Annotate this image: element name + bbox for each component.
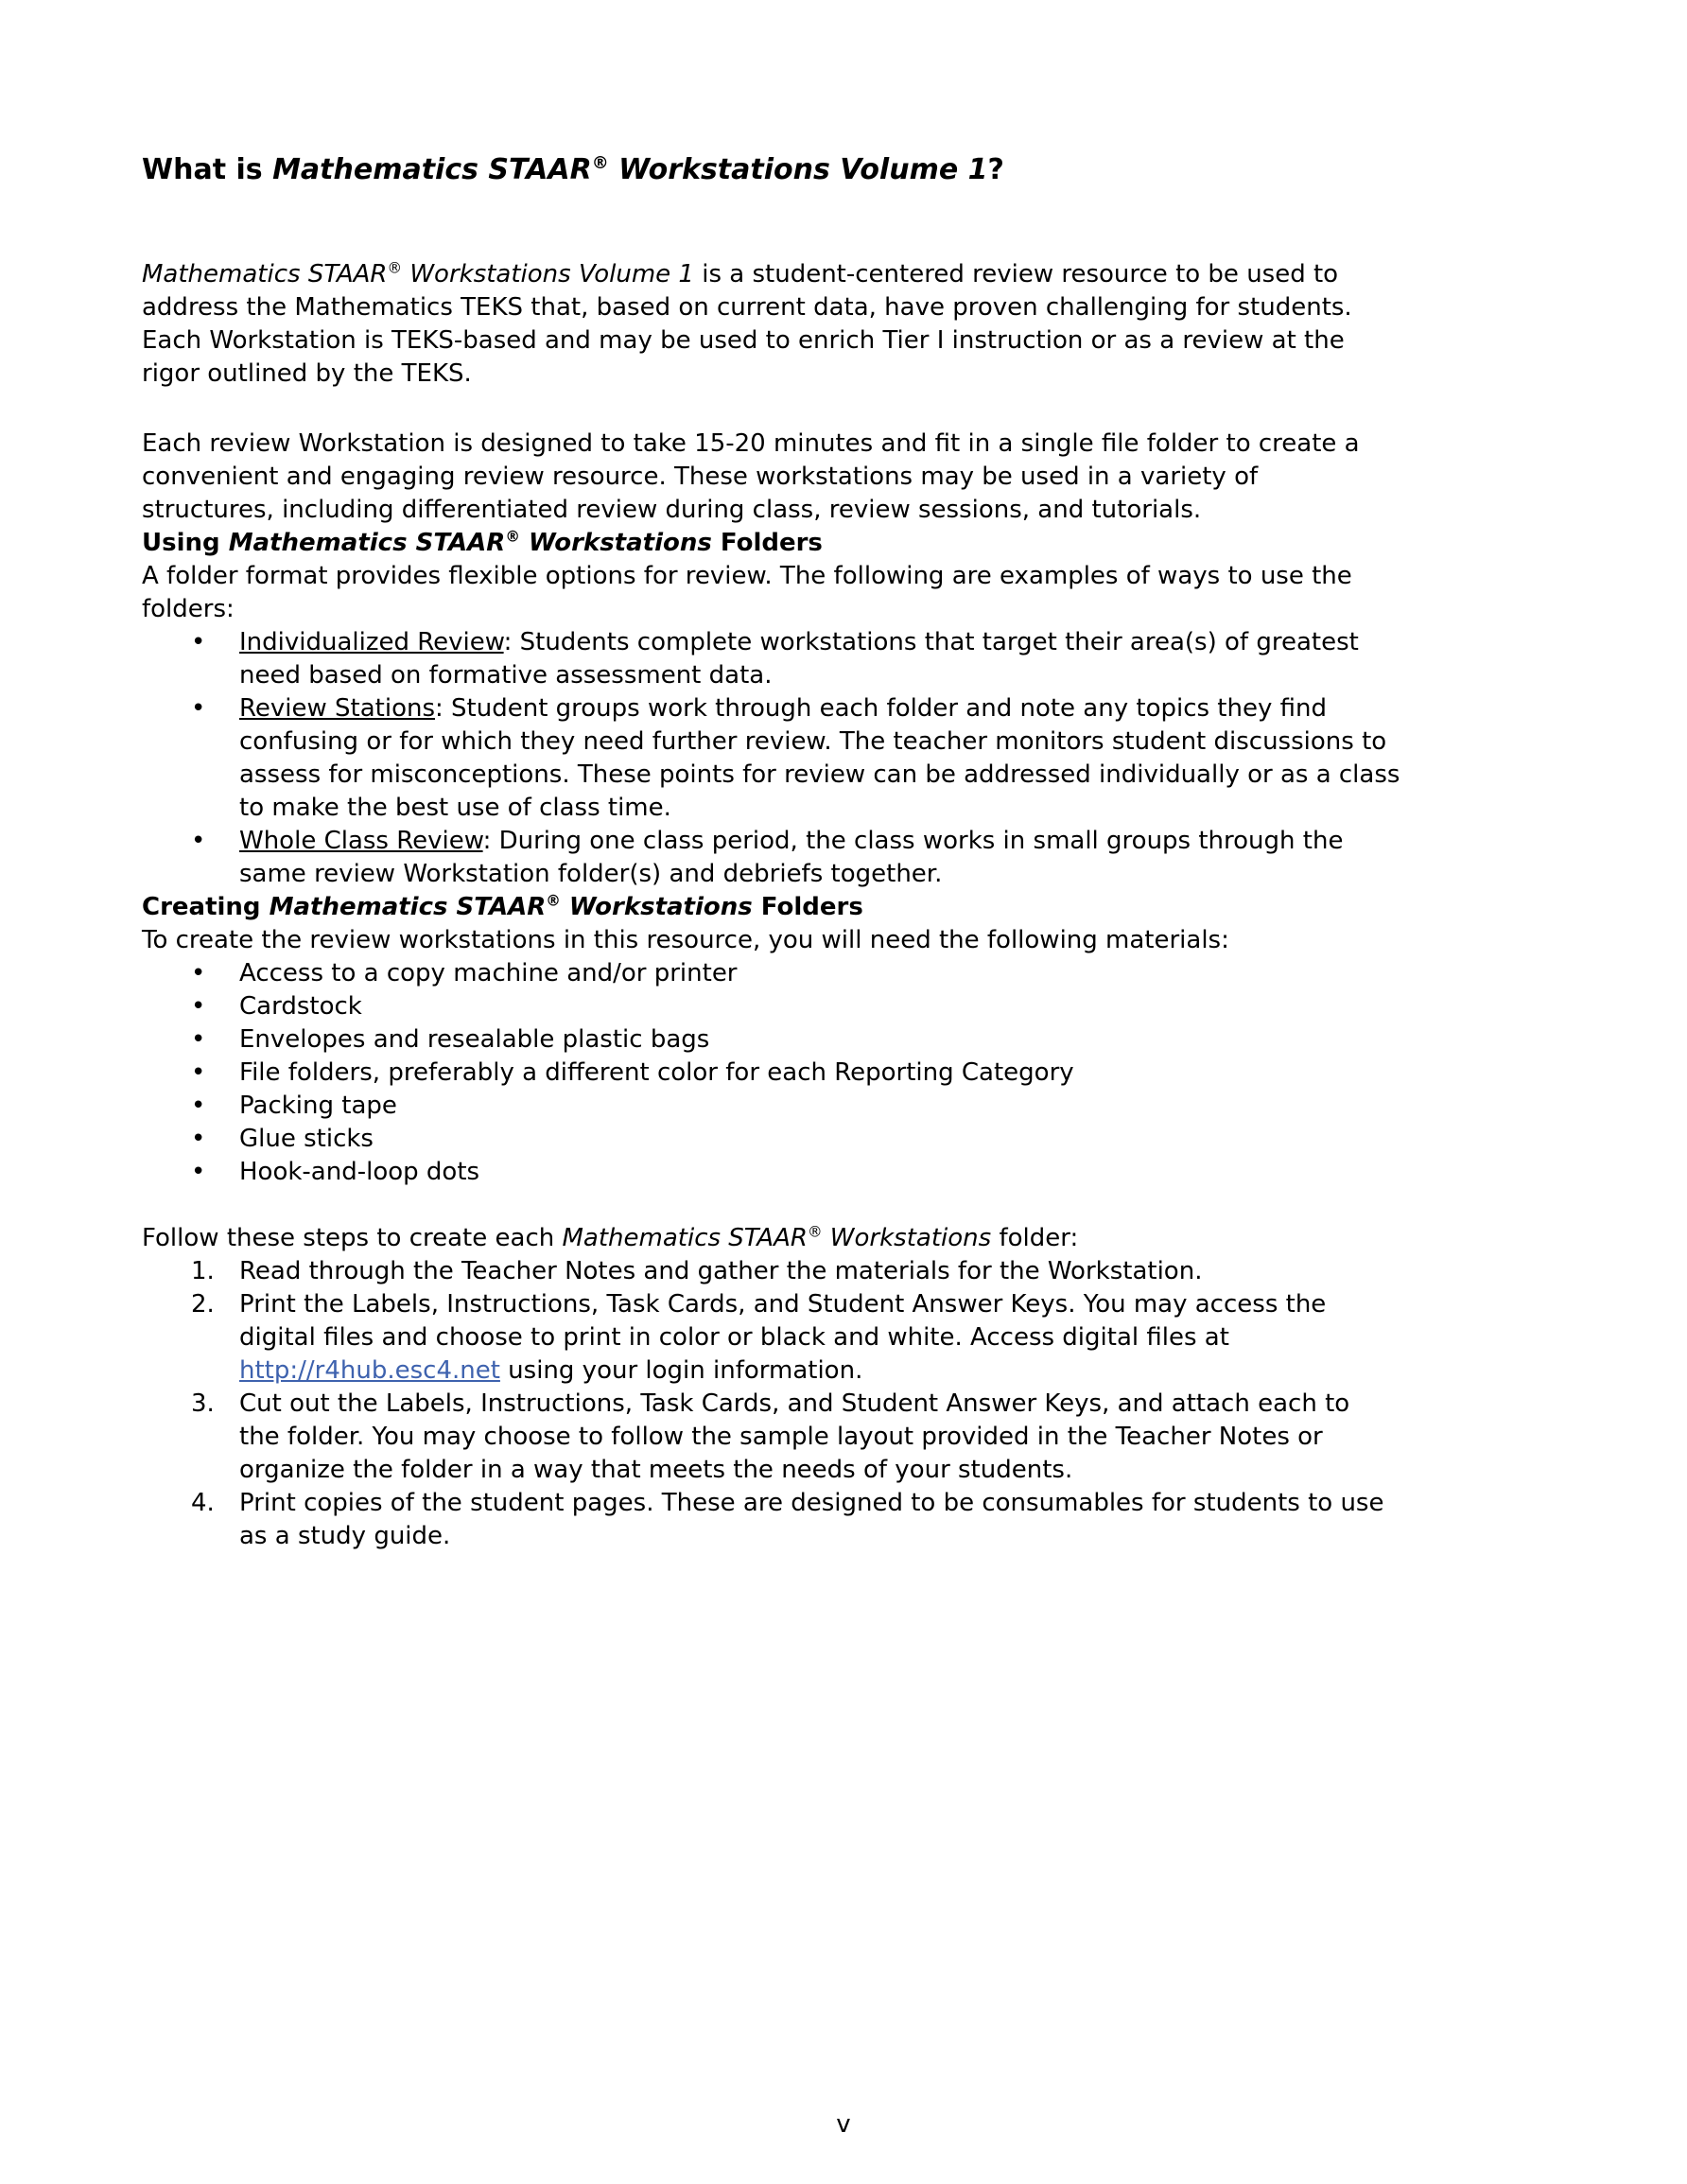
intro-paragraph-1 — [142, 258, 1608, 391]
text-run: What is — [142, 153, 273, 186]
list-item-text — [239, 1090, 1608, 1123]
text-line — [142, 924, 1608, 957]
text-run: ® — [591, 153, 609, 173]
text-run: Whole Class Review — [239, 827, 483, 855]
text-line — [239, 1388, 1608, 1421]
text-line — [142, 1222, 1608, 1255]
text-line — [239, 825, 1608, 858]
list-item-text — [239, 1388, 1608, 1487]
bullet-icon: • — [191, 1058, 206, 1087]
text-line — [239, 1057, 1608, 1090]
text-run: Workstations Volume 1 — [608, 153, 988, 186]
text-run: Envelopes and resealable plastic bags — [239, 1025, 710, 1054]
text-run: A folder format provides flexible options for review. The following are examples of ways to use the — [142, 562, 1352, 590]
text-run: Follow these steps to create each — [142, 1224, 563, 1252]
text-run: ® — [387, 259, 403, 277]
text-line — [142, 428, 1608, 461]
list-number: 3. — [191, 1389, 215, 1418]
bullet-icon: • — [191, 694, 206, 723]
text-line — [239, 1454, 1608, 1487]
text-run: using your login information. — [499, 1356, 863, 1385]
list-number: 4. — [191, 1489, 215, 1517]
text-line — [142, 358, 1608, 391]
list-item-text — [239, 1288, 1608, 1388]
text-run: need based on formative assessment data. — [239, 661, 773, 690]
text-run: Workstations — [519, 529, 712, 557]
text-run: ? — [987, 153, 1004, 186]
text-run: Read through the Teacher Notes and gather the materials for the Workstation. — [239, 1257, 1203, 1285]
text-run: Mathematics STAAR — [228, 529, 506, 557]
bullet-icon: • — [191, 1025, 206, 1054]
text-run: Each review Workstation is designed to take 15-20 minutes and fit in a single file folder to create a — [142, 429, 1360, 458]
page-title — [142, 150, 1608, 189]
text-run: Individualized Review — [239, 628, 504, 656]
bullet-list-item — [142, 1156, 1608, 1189]
text-run: is a student-centered review resource to be used to — [693, 260, 1339, 288]
bullet-icon: • — [191, 992, 206, 1021]
bullet-icon: • — [191, 1125, 206, 1153]
text-line — [142, 527, 1608, 560]
text-line — [239, 759, 1608, 792]
numbered-list-item — [142, 1288, 1608, 1388]
text-run: Print the Labels, Instructions, Task Cards, and Student Answer Keys. You may access the — [239, 1290, 1327, 1319]
numbered-list-item — [142, 1388, 1608, 1487]
text-line — [142, 891, 1608, 924]
text-line — [239, 1321, 1608, 1354]
text-run: Print copies of the student pages. These are designed to be consumables for students to use — [239, 1489, 1384, 1517]
bullet-icon: • — [191, 827, 206, 855]
text-run: To create the review workstations in this resource, you will need the following materials: — [142, 926, 1229, 954]
section-heading-using-folders — [142, 527, 1608, 560]
numbered-list-item — [142, 1255, 1608, 1288]
text-line — [239, 792, 1608, 825]
text-run: Review Stations — [239, 694, 436, 723]
bullet-list-item — [142, 1090, 1608, 1123]
list-item-text — [239, 1255, 1608, 1288]
text-run: assess for misconceptions. These points for review can be addressed individually or as a class — [239, 760, 1400, 789]
text-run: Workstations — [560, 893, 753, 921]
bullet-list-item — [142, 1023, 1608, 1057]
bullet-list-item — [142, 626, 1608, 692]
text-line — [239, 1255, 1608, 1288]
creating-section-intro — [142, 924, 1608, 957]
text-line — [239, 957, 1608, 990]
text-run: ® — [807, 1223, 823, 1241]
text-run: Cardstock — [239, 992, 362, 1021]
list-item-text — [239, 1123, 1608, 1156]
bullet-list-item — [142, 825, 1608, 891]
text-run: folder: — [991, 1224, 1079, 1252]
text-run: Workstations — [822, 1224, 992, 1252]
bullet-icon: • — [191, 628, 206, 656]
using-bullet-list — [142, 626, 1608, 891]
bullet-list-item — [142, 1123, 1608, 1156]
text-run: folders: — [142, 595, 235, 623]
text-run: the folder. You may choose to follow the sample layout provided in the Teacher Notes or — [239, 1423, 1323, 1451]
text-line — [239, 1023, 1608, 1057]
text-line — [142, 150, 1608, 189]
text-line — [239, 1288, 1608, 1321]
text-run: ® — [546, 892, 561, 910]
numbered-list-item — [142, 1487, 1608, 1553]
page-number: v — [836, 2110, 851, 2139]
text-run: confusing or for which they need further review. The teacher monitors student discussions to — [239, 727, 1387, 756]
using-section-intro — [142, 560, 1608, 626]
bullet-list-item — [142, 957, 1608, 990]
text-run: digital files and choose to print in color or black and white. Access digital files at — [239, 1323, 1229, 1352]
text-line — [239, 1520, 1608, 1553]
list-item-text — [239, 626, 1608, 692]
text-line — [239, 659, 1608, 692]
text-run: Using — [142, 529, 229, 557]
text-run: Hook-and-loop dots — [239, 1158, 480, 1186]
bullet-list-item — [142, 692, 1608, 825]
text-line — [142, 324, 1608, 358]
text-run: rigor outlined by the TEKS. — [142, 359, 472, 388]
text-line — [239, 692, 1608, 725]
text-line — [239, 1156, 1608, 1189]
list-item-text — [239, 1057, 1608, 1090]
bullet-icon: • — [191, 959, 206, 987]
text-line — [239, 1354, 1608, 1388]
text-run: Mathematics STAAR — [142, 260, 388, 288]
text-line — [142, 461, 1608, 494]
list-item-text — [239, 1023, 1608, 1057]
steps-numbered-list — [142, 1255, 1608, 1553]
text-run: same review Workstation folder(s) and debriefs together. — [239, 860, 943, 888]
list-item-text — [239, 692, 1608, 825]
text-line — [239, 1487, 1608, 1520]
text-run: Glue sticks — [239, 1125, 374, 1153]
text-run: Each Workstation is TEKS-based and may be used to enrich Tier I instruction or as a review at the — [142, 326, 1345, 355]
text-run: Creating — [142, 893, 270, 921]
text-run: Packing tape — [239, 1092, 397, 1120]
text-line — [239, 1123, 1608, 1156]
text-run: to make the best use of class time. — [239, 794, 671, 822]
list-item-text — [239, 957, 1608, 990]
text-run: Mathematics STAAR — [272, 153, 592, 186]
text-run: ® — [505, 528, 520, 546]
text-run: address the Mathematics TEKS that, based on current data, have proven challenging for students. — [142, 293, 1352, 322]
text-run: Cut out the Labels, Instructions, Task Cards, and Student Answer Keys, and attach each to — [239, 1389, 1350, 1418]
text-line — [239, 1090, 1608, 1123]
bullet-icon: • — [191, 1092, 206, 1120]
bullet-icon: • — [191, 1158, 206, 1186]
text-run: as a study guide. — [239, 1522, 451, 1550]
text-line — [142, 494, 1608, 527]
text-line — [142, 291, 1608, 324]
list-item-text — [239, 1487, 1608, 1553]
text-run: organize the folder in a way that meets the needs of your students. — [239, 1456, 1073, 1484]
text-run: Workstations Volume 1 — [402, 260, 694, 288]
bullet-list-item — [142, 1057, 1608, 1090]
text-run: Access to a copy machine and/or printer — [239, 959, 738, 987]
list-number: 2. — [191, 1290, 215, 1319]
list-item-text — [239, 1156, 1608, 1189]
text-run: : During one class period, the class works in small groups through the — [482, 827, 1344, 855]
text-run: : Students complete workstations that target their area(s) of greatest — [503, 628, 1359, 656]
text-run: Folders — [711, 529, 823, 557]
list-item-text — [239, 990, 1608, 1023]
steps-intro — [142, 1222, 1608, 1255]
digital-files-link[interactable]: http://r4hub.esc4.net — [239, 1356, 500, 1385]
text-line — [239, 725, 1608, 759]
materials-bullet-list — [142, 957, 1608, 1189]
bullet-list-item — [142, 990, 1608, 1023]
text-line — [239, 990, 1608, 1023]
text-line — [239, 626, 1608, 659]
section-heading-creating-folders — [142, 891, 1608, 924]
text-run: Mathematics STAAR — [269, 893, 547, 921]
list-item-text — [239, 825, 1608, 891]
text-line — [239, 858, 1608, 891]
text-run: Folders — [752, 893, 863, 921]
text-run: structures, including differentiated review during class, review sessions, and tutorials. — [142, 496, 1202, 524]
list-number: 1. — [191, 1257, 215, 1285]
text-line — [239, 1421, 1608, 1454]
text-line — [142, 560, 1608, 593]
text-line — [142, 593, 1608, 626]
text-run: : Student groups work through each folder and note any topics they find — [435, 694, 1327, 723]
text-run: File folders, preferably a different color for each Reporting Category — [239, 1058, 1074, 1087]
intro-paragraph-2 — [142, 428, 1608, 527]
text-run: convenient and engaging review resource. These workstations may be used in a variety of — [142, 463, 1259, 491]
document-content — [142, 0, 1608, 1553]
text-run: Mathematics STAAR — [562, 1224, 808, 1252]
text-line — [142, 258, 1608, 291]
